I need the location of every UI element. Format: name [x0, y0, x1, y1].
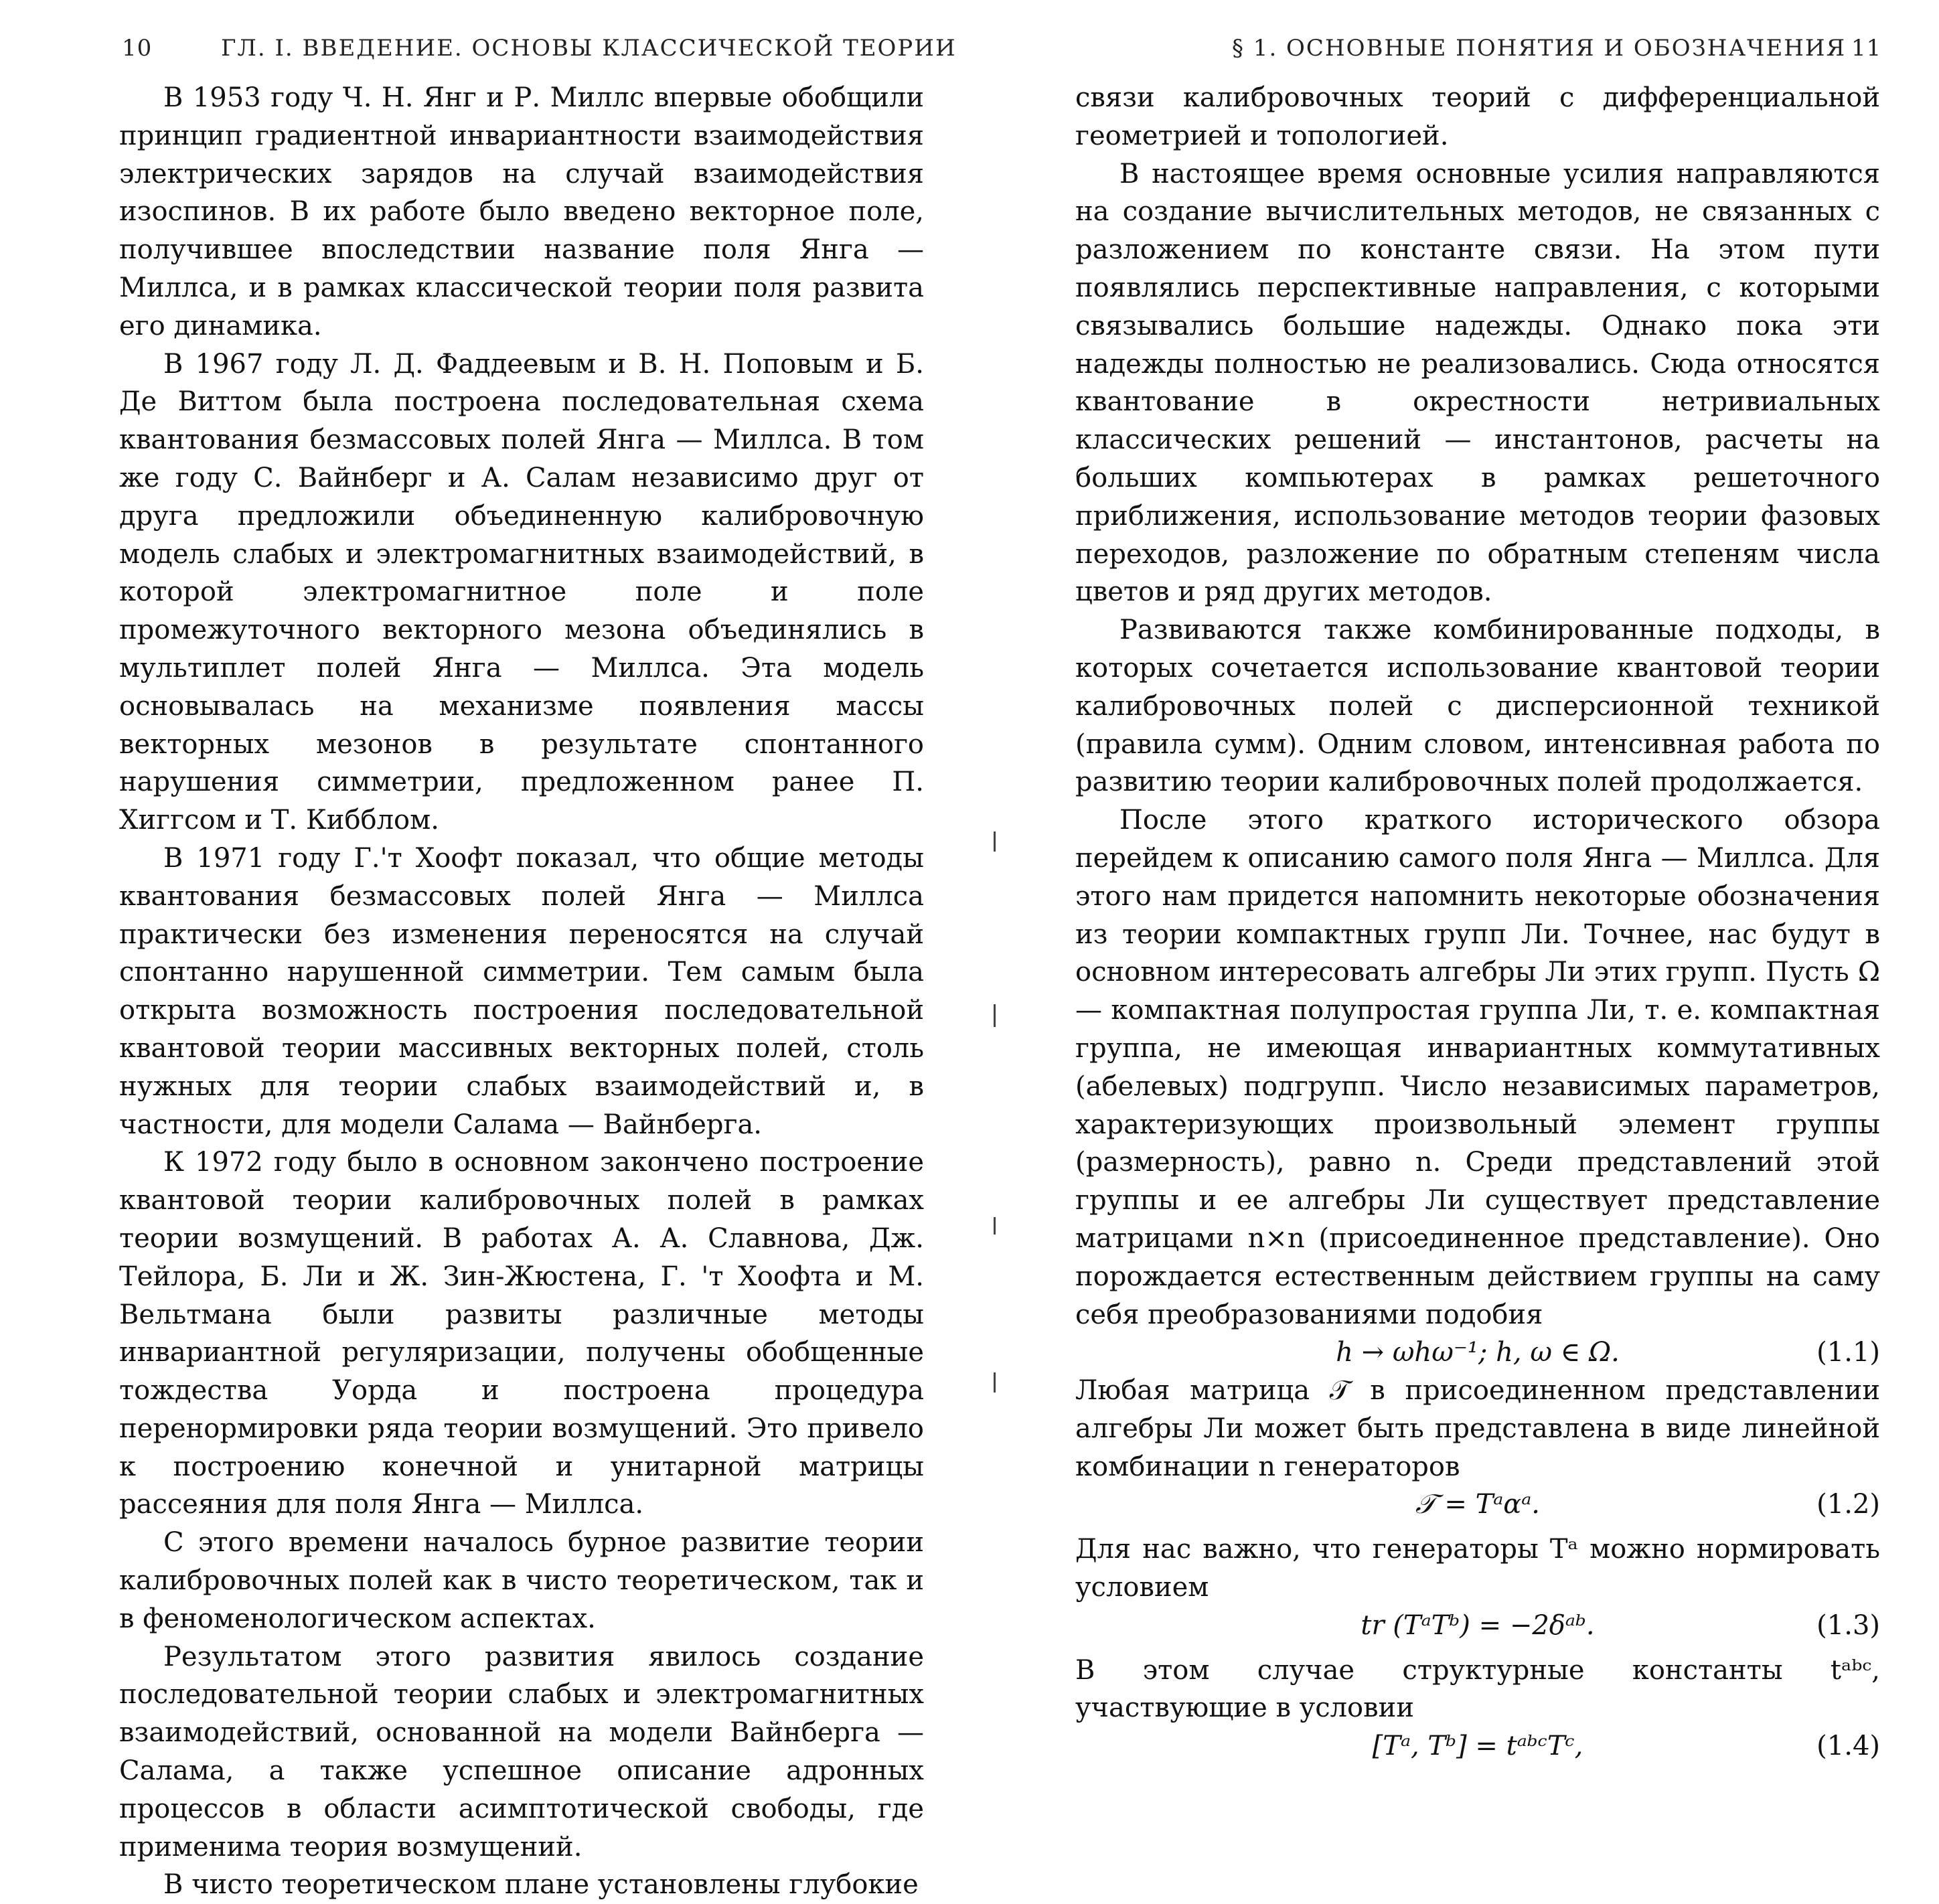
- equation-1-2: [1075, 1486, 1880, 1524]
- equation-1-3-formula: tr (TᵃTᵇ) = −2δᵃᵇ.: [1361, 1609, 1595, 1641]
- left-paragraph-3: В 1971 году Г.'т Хоофт показал, что общие методы квантования безмассовых полей Янга — Миллса практически без изменения переносятся на случай спонтанно нарушенной симметрии. Тем самым была открыта возможность построения последовательной квантовой теории массивных векторных полей, столь нужных для теории слабых взаимодействий и, в частности, для модели Салама — Вайнберга.: [119, 842, 924, 1140]
- left-page-number: 10: [122, 35, 153, 62]
- equation-1-1-number: (1.1): [1816, 1337, 1880, 1368]
- left-paragraph-1: В 1953 году Ч. Н. Янг и Р. Миллс впервые обобщили принцип градиентной инвариантности взаимодействия электрических зарядов на случай взаимодействия изоспинов. В их работе было введено векторное поле, получившее впоследствии название поля Янга — Миллса, и в рамках классической теории поля развита его динамика.: [119, 82, 924, 341]
- equation-1-2-number: (1.2): [1816, 1489, 1880, 1520]
- left-text-column: [119, 79, 924, 1904]
- right-paragraph-2: В настоящее время основные усилия направляются на создание вычислительных методов, не связанных с разложением по константе связи. На этом пути появлялись перспективные направления, с которыми связывались большие надежды. Однако пока эти надежды полностью не реализовались. Сюда относятся квантование в окрестности нетривиальных классических решений — инстантонов, расчеты на больших компьютерах в рамках решеточного приближения, использование методов теории фазовых переходов, разложение по обратным степеням числа цветов и ряд других методов.: [1075, 158, 1880, 608]
- equation-1-1-formula: h → ωhω⁻¹; h, ω ∈ Ω.: [1336, 1337, 1620, 1368]
- equation-1-4-formula: [Tᵃ, Tᵇ] = tᵃᵇᶜTᶜ,: [1372, 1731, 1583, 1762]
- right-paragraph-7: В этом случае структурные константы tᵃᵇᶜ, участвующие в условии: [1075, 1654, 1880, 1724]
- right-paragraph-1: связи калибровочных теорий с дифференциальной геометрией и топологией.: [1075, 82, 1880, 151]
- right-paragraph-6: Для нас важно, что генераторы Tᵃ можно нормировать условием: [1075, 1534, 1880, 1603]
- equation-1-2-formula: 𝒯 = Tᵃαᵃ.: [1415, 1489, 1541, 1520]
- left-paragraph-2: В 1967 году Л. Д. Фаддеевым и В. Н. Поповым и Б. Де Виттом была построена последовательная схема квантования безмассовых полей Янга — Миллса. В том же году С. Вайнберг и А. Салам независимо друг от друга предложили объединенную калибровочную модель слабых и электромагнитных взаимодействий, в которой электромагнитное поле и поле промежуточного векторного мезона объединялись в мультиплет полей Янга — Миллса. Эта модель основывалась на механизме появления массы векторных мезонов в результате спонтанного нарушения симметрии, предложенном ранее П. Хиггсом и Т. Кибблом.: [119, 348, 924, 836]
- left-running-head: ГЛ. I. ВВЕДЕНИЕ. ОСНОВЫ КЛАССИЧЕСКОЙ ТЕОРИИ: [221, 35, 957, 62]
- equation-1-3: [1075, 1607, 1880, 1645]
- right-page-number: 11: [1851, 35, 1882, 62]
- left-paragraph-6: Результатом этого развития явилось создание последовательной теории слабых и электромагнитных взаимодействий, основанной на модели Вайнберга — Салама, а также успешное описание адронных процессов в области асимптотической свободы, где применима теория возмущений.: [119, 1641, 924, 1862]
- right-running-head: § 1. ОСНОВНЫЕ ПОНЯТИЯ И ОБОЗНАЧЕНИЯ: [1232, 35, 1847, 62]
- right-page: [970, 0, 1939, 1762]
- equation-1-4: [1075, 1727, 1880, 1765]
- left-paragraph-7: В чисто теоретическом плане установлены глубокие: [163, 1869, 919, 1901]
- right-paragraph-3: Развиваются также комбинированные подходы, в которых сочетается использование квантовой теории калибровочных полей с дисперсионной техникой (правила сумм). Одним словом, интенсивная работа по развитию теории калибровочных полей продолжается.: [1075, 615, 1880, 798]
- right-text-column: [1075, 79, 1880, 1765]
- equation-1-3-number: (1.3): [1816, 1609, 1880, 1641]
- equation-1-4-number: (1.4): [1816, 1731, 1880, 1762]
- equation-1-1: [1075, 1334, 1880, 1372]
- right-paragraph-5: Любая матрица 𝒯 в присоединенном представлении алгебры Ли может быть представлена в виде линейной комбинации n генераторов: [1075, 1375, 1880, 1482]
- left-paragraph-5: С этого времени началось бурное развитие теории калибровочных полей как в чисто теоретическом, так и в феноменологическом аспектах.: [119, 1527, 924, 1634]
- left-paragraph-4: К 1972 году было в основном закончено построение квантовой теории калибровочных полей в рамках теории возмущений. В работах А. А. Славнова, Дж. Тейлора, Б. Ли и Ж. Зин-Жюстена, Г. 'т Хоофта и М. Вельтмана были развиты различные методы инвариантной регуляризации, получены обобщенные тождества Уорда и построена процедура перенормировки ряда теории возмущений. Это привело к построению конечной и унитарной матрицы рассеяния для поля Янга — Миллса.: [119, 1147, 924, 1520]
- right-paragraph-4: После этого краткого исторического обзора перейдем к описанию самого поля Янга — Миллса. Для этого нам придется напомнить некоторые обозначения из теории компактных групп Ли. Точнее, нас будут в основном интересовать алгебры Ли этих групп. Пусть Ω — компактная полупростая группа Ли, т. е. компактная группа, не имеющая инвариантных коммутативных (абелевых) подгрупп. Число независимых параметров, характеризующих произвольный элемент группы (размерность), равно n. Среди представлений этой группы и ее алгебры Ли существует представление матрицами n×n (присоединенное представление). Оно порождается естественным действием группы на саму себя преобразованиями подобия: [1075, 805, 1880, 1330]
- left-page: [0, 0, 970, 1901]
